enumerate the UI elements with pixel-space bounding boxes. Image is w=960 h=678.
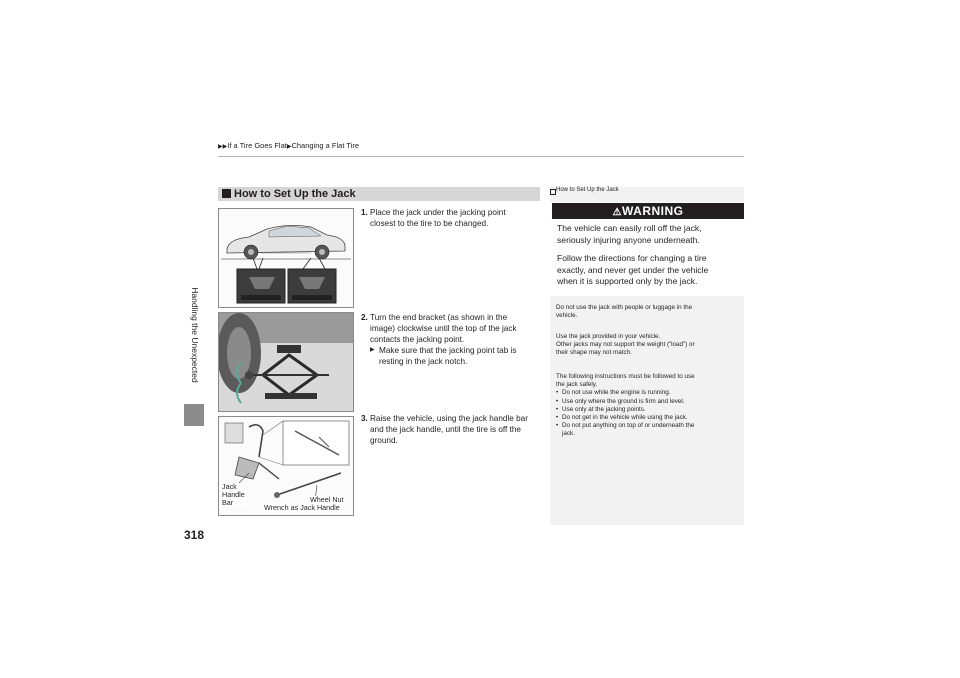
note-line: The following instructions must be followed to use xyxy=(556,373,695,380)
step-1-line: closest to the tire to be changed. xyxy=(370,219,489,228)
step-2-sub-line: Make sure that the jacking point tab is xyxy=(379,346,517,355)
note-line: Use the jack provided in your vehicle. xyxy=(556,333,661,340)
step-3-line: Raise the vehicle, using the jack handle bar xyxy=(370,414,528,423)
sub-arrow-icon: ▶ xyxy=(370,347,375,353)
square-bullet-icon xyxy=(222,189,231,198)
step-2-subnote xyxy=(370,345,517,367)
step-1 xyxy=(361,207,541,231)
label-jack-line2: Handle xyxy=(222,490,245,499)
step-1-line: Place the jack under the jacking point xyxy=(370,208,506,217)
bullet-dot-icon: • xyxy=(556,405,559,413)
label-jack-handle-bar xyxy=(221,483,246,507)
step-text xyxy=(370,413,528,446)
bullet-item xyxy=(556,389,738,397)
warning-line: when it is supported only by the jack. xyxy=(557,276,698,286)
warning-triangle-icon: ⚠ xyxy=(612,207,622,218)
bullet-dot-icon: • xyxy=(556,389,559,397)
chapter-tab-marker[interactable] xyxy=(184,404,204,426)
step-3-line: and the jack handle, until the tire is off the xyxy=(370,425,521,434)
note-line: vehicle. xyxy=(556,312,578,320)
bullet-text: Use only where the ground is firm and level. xyxy=(562,397,685,405)
warning-line: exactly, and never get under the vehicle xyxy=(557,264,709,275)
figure-jack-handle xyxy=(218,416,354,516)
breadcrumb-arrow-icon: ▶ xyxy=(286,144,292,150)
page-number: 318 xyxy=(184,528,205,542)
bullet-text: Do not put anything on top of or underneath the xyxy=(562,422,695,430)
step-2-line: Turn the end bracket (as shown in the xyxy=(370,313,508,322)
car-jack-illustration xyxy=(219,209,353,307)
step-number: 3. xyxy=(361,414,368,423)
breadcrumb-item-tire-flat[interactable]: If a Tire Goes Flat xyxy=(227,141,287,150)
note-paragraph-3 xyxy=(556,373,738,439)
bullet-item xyxy=(556,422,738,438)
step-2-sub-line: resting in the jack notch. xyxy=(379,357,468,366)
step-3-line: ground. xyxy=(370,436,398,445)
bullet-dot-icon: • xyxy=(556,397,559,405)
label-jack-line1: Jack xyxy=(222,482,237,491)
bullet-item xyxy=(556,414,738,422)
step-2-line: contacts the jacking point. xyxy=(370,335,465,344)
note-line: their shape may not match. xyxy=(556,349,632,357)
breadcrumb-arrow-icon: ▶▶ xyxy=(218,144,228,150)
note-paragraph-2 xyxy=(556,333,738,358)
step-text xyxy=(370,207,506,229)
warning-paragraph-2 xyxy=(557,253,739,288)
section-heading xyxy=(218,187,540,201)
bullet-text: Use only at the jacking points. xyxy=(562,405,646,413)
note-paragraph-1 xyxy=(556,304,738,320)
warning-line: Follow the directions for changing a tire xyxy=(557,253,707,263)
bullet-dot-icon: • xyxy=(556,422,559,430)
step-2-line: image) clockwise until the top of the jack xyxy=(370,324,517,333)
bullet-text: Do not use while the engine is running. xyxy=(562,389,671,397)
warning-title xyxy=(552,203,744,219)
warning-paragraph-1 xyxy=(557,223,739,246)
chapter-tab-label: Handling the Unexpected xyxy=(190,287,200,383)
note-line: Do not use the jack with people or luggage in the xyxy=(556,304,693,311)
figure-jack-under-vehicle xyxy=(218,312,354,412)
warning-line: The vehicle can easily roll off the jack, xyxy=(557,223,702,233)
breadcrumb-item-changing[interactable]: Changing a Flat Tire xyxy=(291,141,360,150)
section-title: How to Set Up the Jack xyxy=(234,188,356,200)
sidebar-ref-title: How to Set Up the Jack xyxy=(556,187,619,193)
warning-title-text: WARNING xyxy=(621,204,684,218)
step-number: 2. xyxy=(361,313,368,322)
warning-line: seriously injuring anyone underneath. xyxy=(557,234,700,245)
bullet-text: Do not get in the vehicle while using the jack. xyxy=(562,414,688,422)
figure-jacking-points xyxy=(218,208,354,308)
bullet-item xyxy=(556,398,738,406)
note-line: the jack safely. xyxy=(556,381,598,389)
step-number: 1. xyxy=(361,208,368,217)
jack-under-vehicle-illustration xyxy=(219,313,353,411)
bullet-dot-icon: • xyxy=(556,414,559,422)
step-3 xyxy=(361,413,541,449)
step-text xyxy=(370,312,517,367)
breadcrumb xyxy=(218,141,359,150)
label-jack-line3: Bar xyxy=(222,498,234,507)
label-wrench-jack-handle: Wrench as Jack Handle xyxy=(264,503,340,512)
note-line: Other jacks may not support the weight (“load”) or xyxy=(556,341,695,349)
header-divider xyxy=(218,156,744,157)
label-wheel-nut: Wheel Nut xyxy=(310,495,344,504)
step-2 xyxy=(361,312,541,372)
bullet-text-continued: jack. xyxy=(562,430,575,438)
bullet-item xyxy=(556,406,738,414)
